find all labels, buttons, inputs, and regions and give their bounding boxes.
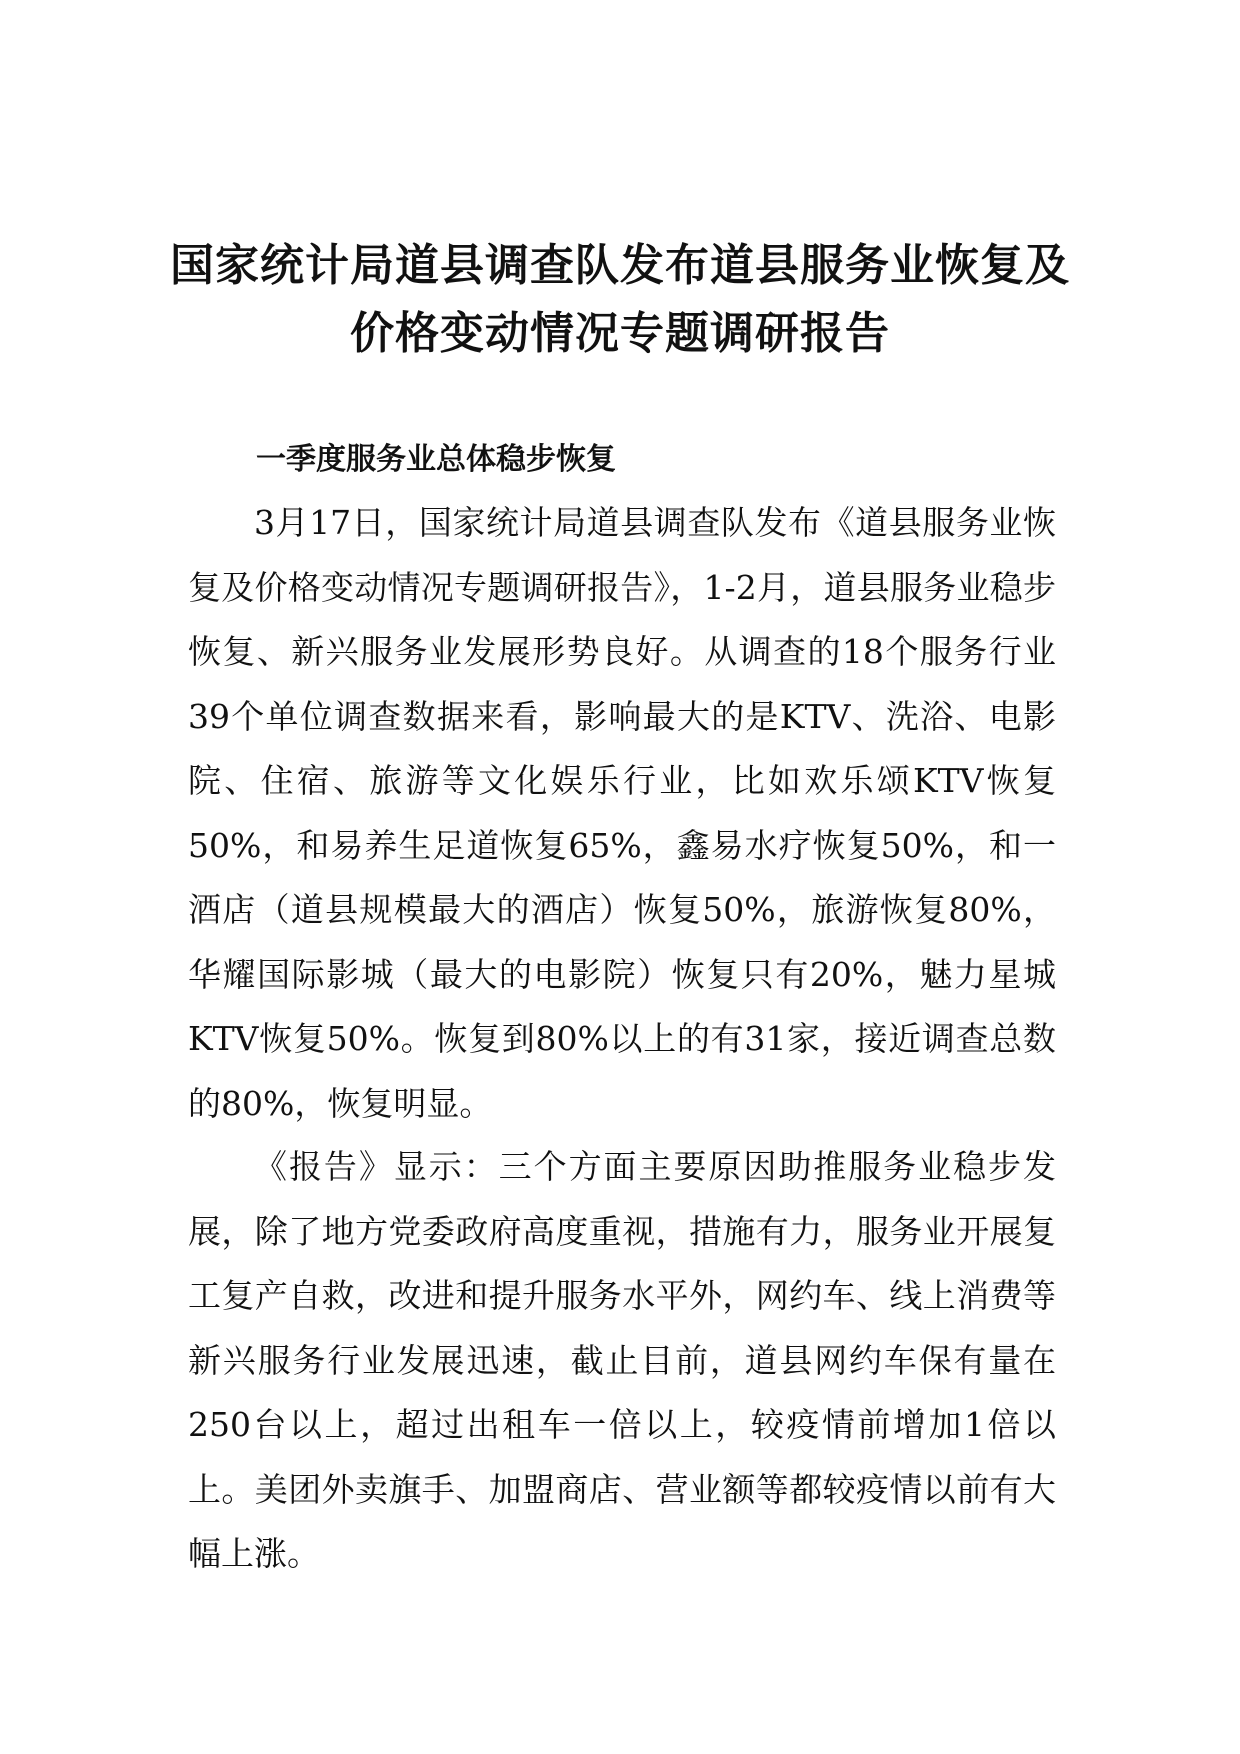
section-heading: 一季度服务业总体稳步恢复 — [256, 442, 616, 477]
body-paragraph-2: 《报告》显示：三个方面主要原因助推服务业稳步发展，除了地方党委政府高度重视，措施有力，服务业开展复工复产自救，改进和提升服务水平外，网约车、线上消费等新兴服务行业发展迅速，截止目前，道县网约车保有量在250台以上，超过出租车一倍以上，较疫情前增加1倍以上。美团外卖旗手、加盟商店、营业额等都较疫情以前有大幅上涨。 — [188, 1147, 1056, 1573]
body-paragraph-1: 3月17日，国家统计局道县调查队发布《道县服务业恢复及价格变动情况专题调研报告》，1-2月，道县服务业稳步恢复、新兴服务业发展形势良好。从调查的18个服务行业39个单位调查数据来看，影响最大的是KTV、洗浴、电影院、住宿、旅游等文化娱乐行业，比如欢乐颂KTV恢复50%，和易养生足道恢复65%，鑫易水疗恢复50%，和一酒店（道县规模最大的酒店）恢复50%，旅游恢复80%，华耀国际影城（最大的电影院）恢复只有20%，魅力星城KTV恢复50%。恢复到80%以上的有31家，接近调查总数的80%，恢复明显。 — [188, 503, 1056, 1123]
document-title: 国家统计局道县调查队发布道县服务业恢复及价格变动情况专题调研报告 — [170, 240, 1070, 359]
